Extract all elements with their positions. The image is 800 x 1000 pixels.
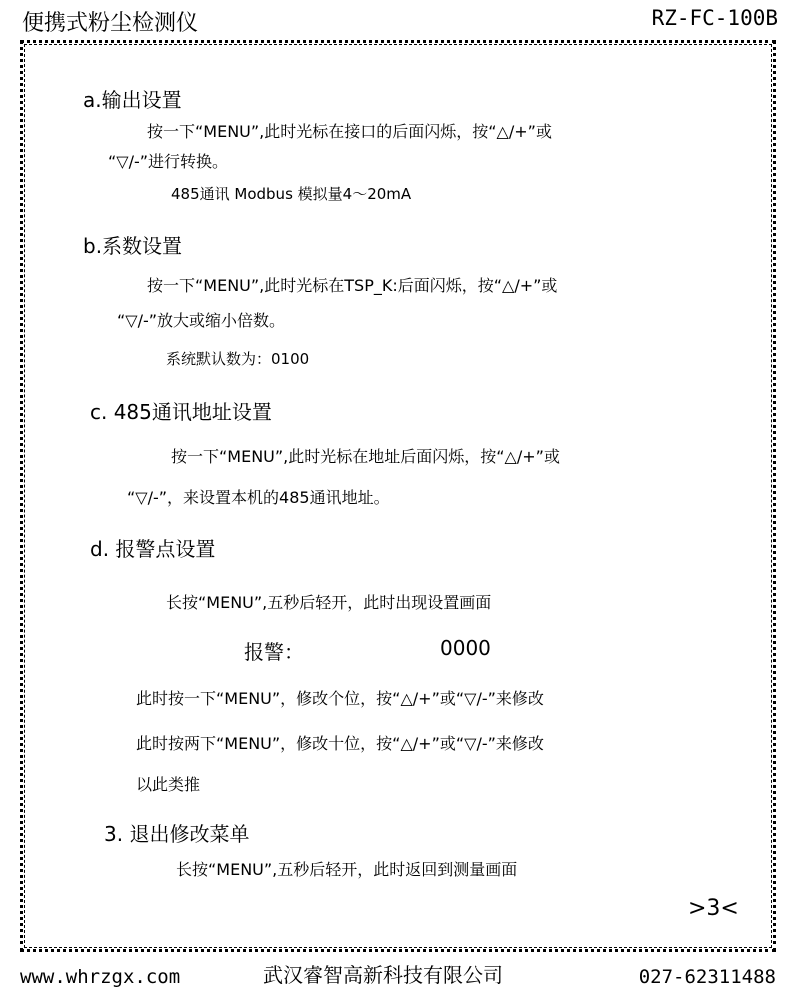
section-a-line1: 按一下“MENU”,此时光标在接口的后面闪烁，按“△/+”或 bbox=[147, 122, 552, 141]
section-3-heading: 3. 退出修改菜单 bbox=[104, 822, 250, 846]
alarm-label: 报警： bbox=[244, 640, 304, 664]
section-b-line2: “▽/-”放大或缩小倍数。 bbox=[117, 311, 286, 330]
section-b-heading: b.系数设置 bbox=[83, 234, 183, 258]
document-title: 便携式粉尘检测仪 bbox=[22, 11, 199, 36]
section-c-line1: 按一下“MENU”,此时光标在地址后面闪烁，按“△/+”或 bbox=[171, 447, 560, 466]
section-a-line2: “▽/-”进行转换。 bbox=[108, 152, 229, 171]
section-c-line2: “▽/-”，来设置本机的485通讯地址。 bbox=[127, 488, 390, 507]
section-c-heading: c. 485通讯地址设置 bbox=[90, 400, 272, 424]
section-d-line2: 此时按一下“MENU”，修改个位，按“△/+”或“▽/-”来修改 bbox=[136, 689, 544, 708]
section-a-options: 485通讯 Modbus 模拟量4～20mA bbox=[171, 185, 412, 203]
section-d-line1: 长按“MENU”,五秒后轻开，此时出现设置画面 bbox=[166, 593, 492, 612]
section-b-line1: 按一下“MENU”,此时光标在TSP_K:后面闪烁，按“△/+”或 bbox=[147, 276, 558, 295]
section-3-line1: 长按“MENU”,五秒后轻开，此时返回到测量画面 bbox=[176, 860, 518, 879]
footer-phone: 027-62311488 bbox=[638, 966, 776, 988]
footer-company: 武汉睿智高新科技有限公司 bbox=[263, 963, 503, 987]
section-d-line3: 此时按两下“MENU”，修改十位，按“△/+”或“▽/-”来修改 bbox=[136, 734, 544, 753]
section-d-heading: d. 报警点设置 bbox=[90, 537, 216, 561]
footer-website: www.whrzgx.com bbox=[20, 966, 181, 988]
alarm-value: 0000 bbox=[440, 636, 491, 660]
section-a-heading: a.输出设置 bbox=[83, 88, 182, 112]
model-number: RZ-FC-100B bbox=[651, 6, 778, 30]
section-d-line4: 以此类推 bbox=[136, 775, 201, 794]
page-number: >3< bbox=[688, 896, 739, 921]
section-b-default: 系统默认数为：0100 bbox=[166, 350, 310, 368]
